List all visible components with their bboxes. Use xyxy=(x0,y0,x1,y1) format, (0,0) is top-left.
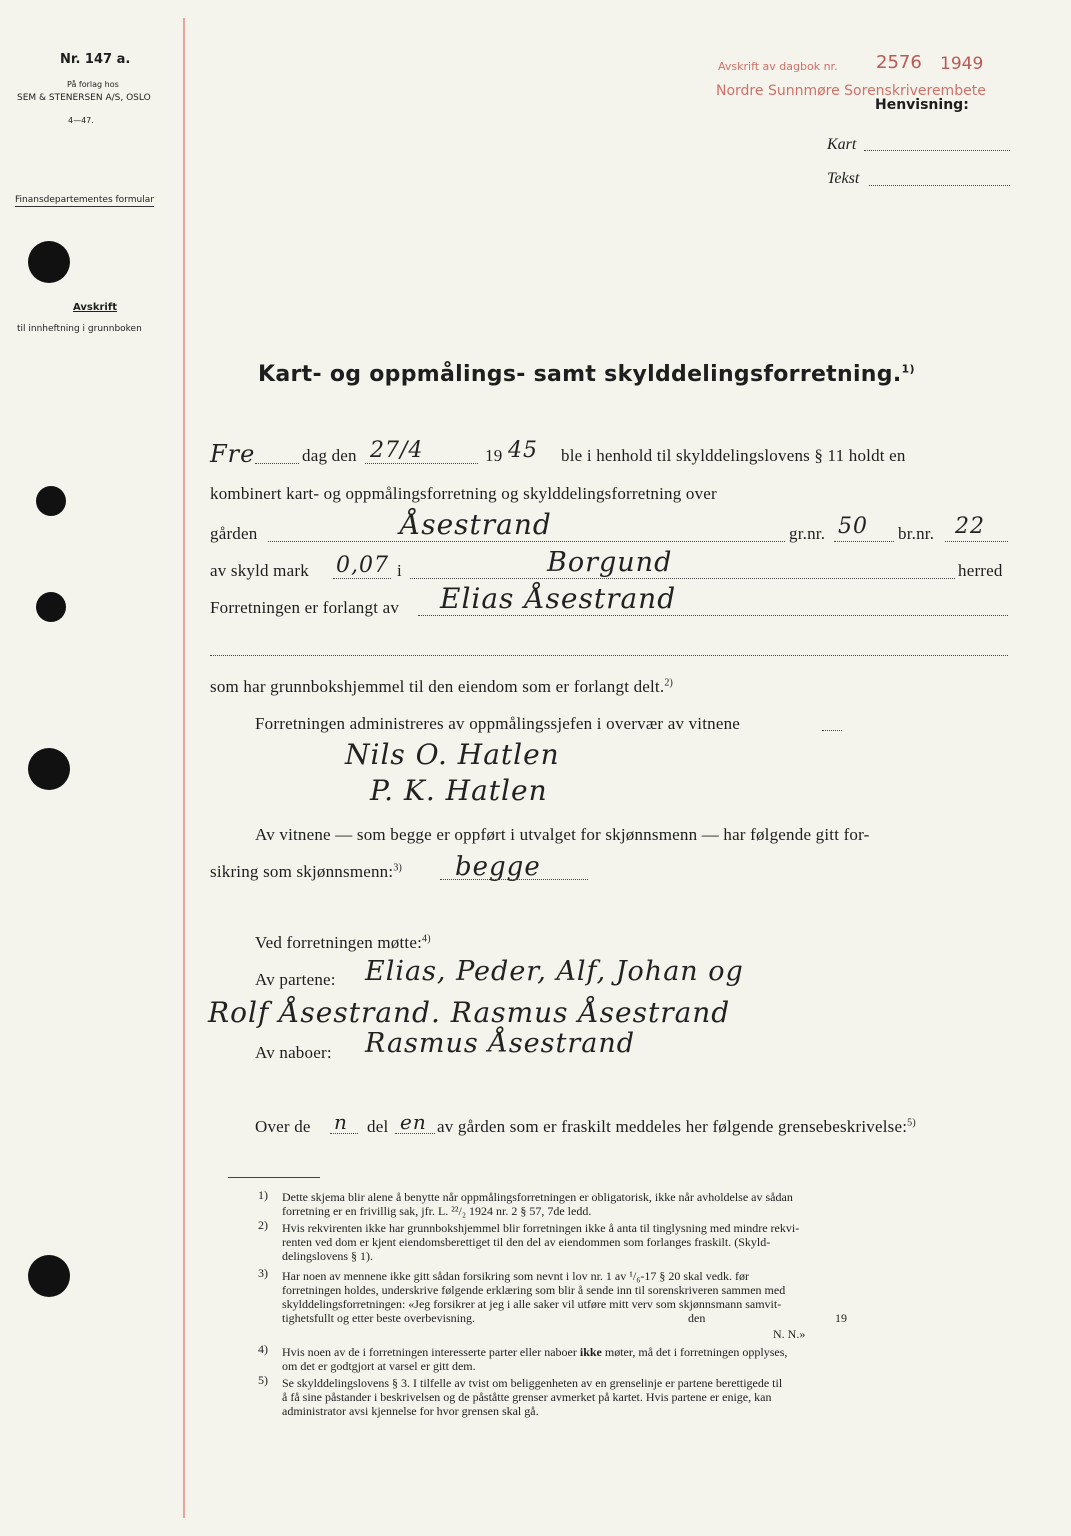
text-garden: gården xyxy=(210,524,258,543)
footnote-text: forretning er en frivillig sak, jfr. L. ²²/₂ 1924 nr. 2 § 57, 7de ledd. xyxy=(282,1204,592,1218)
hw-parties-2: Rolf Åsestrand. Rasmus Åsestrand xyxy=(208,996,731,1029)
formular-label: Finansdepartementes formular xyxy=(15,195,154,205)
text-administreres: Forretningen administreres av oppmålingssjefen i overvær av vitnene xyxy=(255,714,741,733)
document-title: Kart- og oppmålings- samt skylddelingsforretning.$^{1)}$ xyxy=(258,362,915,387)
footnote-separator xyxy=(228,1177,320,1178)
text-skylddelingslov: ble i henhold til skylddelingslovens § 11 holdt en xyxy=(561,446,906,465)
hw-parties-1: Elias, Peder, Alf, Johan og xyxy=(365,956,744,987)
footnote-text: Hvis rekvirenten ikke har grunnbokshjemmel blir forretningen ikke å anta til tinglysning med mindre rekvi- xyxy=(282,1221,800,1235)
dotted-line xyxy=(365,463,478,464)
footnote-text: renten ved dom er kjent eiendomsberettiget til den del av eiendommen som forlanges fraskilt. (Skyld- xyxy=(282,1235,771,1249)
dotted-line xyxy=(268,541,785,542)
hw-year-digits: 45 xyxy=(508,438,538,463)
footnote-number: 2) xyxy=(258,1218,268,1232)
hw-farm: Åsestrand xyxy=(400,508,552,541)
binder-hole xyxy=(28,241,70,283)
text-i: i xyxy=(397,561,402,580)
dotted-line xyxy=(418,615,1008,616)
footnote-text: Se skylddelingslovens § 3. I tilfelle av tvist om beliggenheten av en grenselinje er partene berettigede til xyxy=(282,1376,783,1390)
footnote-text: forretningen holdes, underskrive følgende erklæring som blir å sende inn til sorenskriveren sammen med xyxy=(282,1283,786,1297)
hw-skyld: 0,07 xyxy=(336,553,389,578)
dotted-line xyxy=(210,655,1008,656)
text-brnr: br.nr. xyxy=(898,524,935,543)
hw-date: 27/4 xyxy=(370,438,424,463)
publisher-line-1: På forlag hos xyxy=(67,80,119,89)
hw-forsikring: begge xyxy=(455,852,541,882)
text-skyld-mark: av skyld mark xyxy=(210,561,309,580)
footnote-text: Dette skjema blir alene å benytte når oppmålingsforretningen er obligatorisk, ikke når avholdelse av sådan xyxy=(282,1190,793,1204)
footnote-text: 19 xyxy=(835,1311,847,1325)
dotted-line xyxy=(945,541,1008,542)
dotted-line xyxy=(410,578,955,579)
footnote-text: Hvis noen av de i forretningen interesserte parter eller naboer ikke møter, må det i forretningen opplyses, xyxy=(282,1345,788,1359)
hw-witness-2: P. K. Hatlen xyxy=(370,774,548,807)
footnote-number: 4) xyxy=(258,1342,268,1356)
text-av-vitnene: Av vitnene — som begge er oppført i utvalget for skjønnsmenn — har følgende gitt for- xyxy=(255,825,870,844)
text-over-de: Over de xyxy=(255,1117,311,1136)
hw-herred: Borgund xyxy=(547,547,673,578)
footnote-text: å få sine påstander i beskrivelsen og de påståtte grenser avmerket på kartet. Hvis partene er enige, kan xyxy=(282,1390,772,1404)
hw-del-suffix: en xyxy=(400,1110,427,1134)
hw-de-suffix: n xyxy=(334,1110,348,1134)
stamp-year: 1949 xyxy=(940,54,984,74)
footnote-text: om det er godtgjort at varsel er gitt dem. xyxy=(282,1359,476,1373)
stamp-office: Nordre Sunnmøre Sorenskriverembete xyxy=(716,83,986,99)
henvisning-label: Henvisning: xyxy=(875,97,969,113)
dotted-line xyxy=(395,1133,435,1134)
publisher-line-2: SEM & STENERSEN A/S, OSLO xyxy=(17,93,151,103)
footnote-text: delingslovens § 1). xyxy=(282,1249,373,1263)
footnote-text: tighetsfullt og etter beste overbevisning. xyxy=(282,1311,475,1325)
kart-label: Kart xyxy=(827,136,857,153)
footnote-number: 1) xyxy=(258,1188,268,1202)
binder-hole xyxy=(36,592,66,622)
hw-bnr: 22 xyxy=(955,514,985,539)
stamp-dagbok-prefix: Avskrift av dagbok nr. xyxy=(718,60,838,73)
text-year-prefix: 19 xyxy=(485,446,503,465)
text-forsikring: sikring som skjønnsmenn:$^{3)}$ xyxy=(210,862,403,881)
form-date-code: 4—47. xyxy=(68,116,94,125)
dotted-line xyxy=(822,730,842,731)
footnote-text: Har noen av mennene ikke gitt sådan forsikring som nevnt i lov nr. 1 av ¹/₆-17 § 20 skal vedk. før xyxy=(282,1269,750,1283)
text-herred: herred xyxy=(958,561,1003,580)
footnote-text: N. N.» xyxy=(773,1327,806,1341)
kart-dotted-line xyxy=(864,150,1010,151)
text-grnr: gr.nr. xyxy=(789,524,826,543)
dotted-line xyxy=(440,879,588,880)
tekst-label: Tekst xyxy=(827,170,860,187)
footnote-text: den xyxy=(688,1311,706,1325)
margin-rule xyxy=(183,18,185,1518)
dotted-line xyxy=(834,541,894,542)
text-dag-den: dag den xyxy=(302,446,357,465)
text-ved-forretningen: Ved forretningen møtte:$^{4)}$ xyxy=(255,933,431,952)
text-av-partene: Av partene: xyxy=(255,970,336,989)
footnote-number: 5) xyxy=(258,1373,268,1387)
footnote-number: 3) xyxy=(258,1266,268,1280)
text-av-naboer: Av naboer: xyxy=(255,1043,332,1062)
text-grensebeskrivelse: av gården som er fraskilt meddeles her følgende grensebeskrivelse:$^{5)}$ xyxy=(437,1117,916,1136)
avskrift-label: Avskrift xyxy=(73,302,117,313)
dotted-line xyxy=(255,463,299,464)
binder-hole xyxy=(36,486,66,516)
hw-weekday: Fre xyxy=(210,440,256,468)
binder-hole xyxy=(28,1255,70,1297)
text-grunnbokshjemmel: som har grunnbokshjemmel til den eiendom som er forlangt delt.$^{2)}$ xyxy=(210,677,674,696)
innheftning-label: til innheftning i grunnboken xyxy=(17,324,142,334)
form-number: Nr. 147 a. xyxy=(60,52,131,67)
text-del: del xyxy=(367,1117,389,1136)
binder-hole xyxy=(28,748,70,790)
text-forlangt-av: Forretningen er forlangt av xyxy=(210,598,400,617)
dotted-line xyxy=(333,578,391,579)
stamp-dagbok-number: 2576 xyxy=(876,52,922,73)
dotted-line xyxy=(330,1133,358,1134)
hw-gnr: 50 xyxy=(838,514,868,539)
footnote-text: administrator avsi kjennelse for hvor grensen skal gå. xyxy=(282,1404,539,1418)
hw-witness-1: Nils O. Hatlen xyxy=(345,738,560,771)
tekst-dotted-line xyxy=(869,185,1010,186)
hw-requester: Elias Åsestrand xyxy=(440,582,677,615)
footnote-text: skylddelingsforretningen: «Jeg forsikrer at jeg i alle saker vil utføre mitt verv som skjønnsmann samvit- xyxy=(282,1297,782,1311)
text-kombinert: kombinert kart- og oppmålingsforretning og skylddelingsforretning over xyxy=(210,484,717,503)
hw-neighbours: Rasmus Åsestrand xyxy=(365,1028,636,1059)
